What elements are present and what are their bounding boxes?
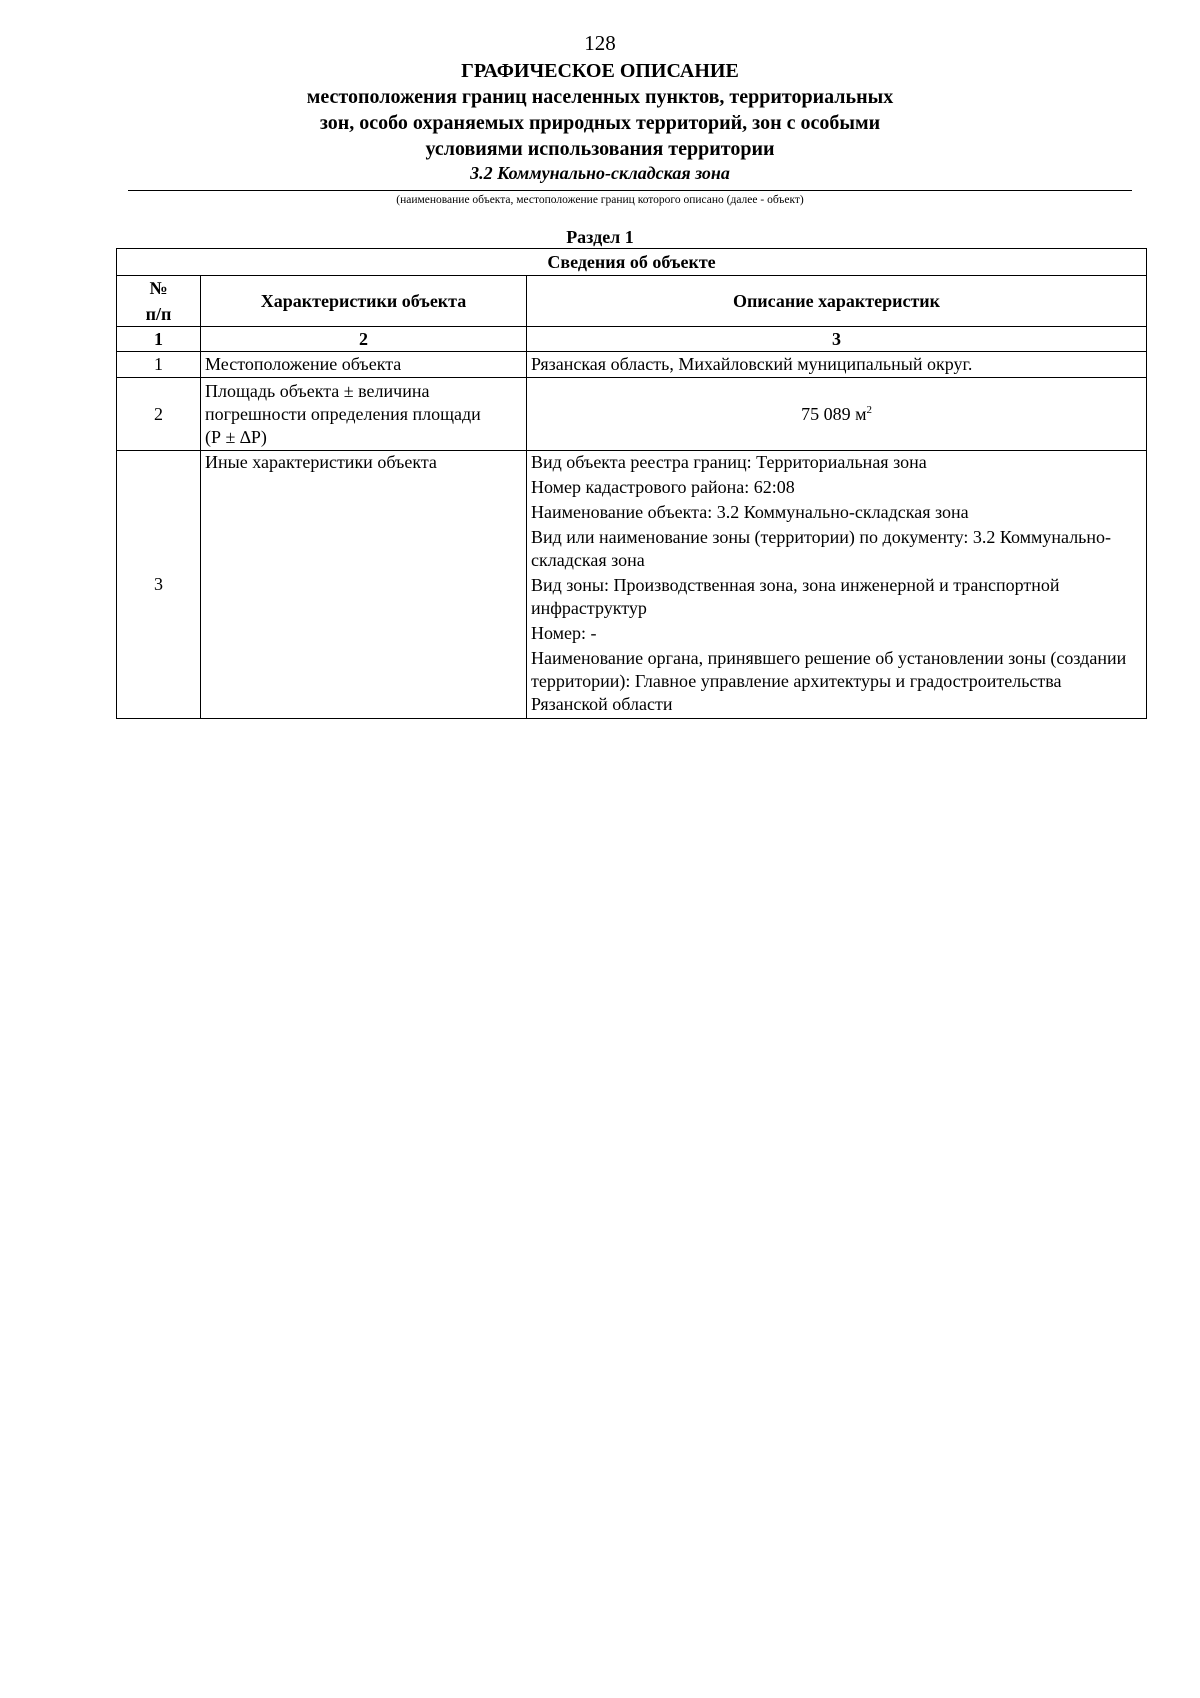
row-number: 3 <box>117 451 201 719</box>
document-heading <box>100 58 1100 162</box>
page-number: 128 <box>584 31 616 55</box>
row-characteristic: Иные характеристики объекта <box>201 451 527 719</box>
object-info-table <box>116 248 1147 719</box>
object-name: 3.2 Коммунально-складская зона <box>470 163 730 183</box>
header-number-symbol: № <box>149 278 168 298</box>
detail-line: Вид зоны: Производственная зона, зона инженерной и транспортной инфраструктур <box>531 575 1060 618</box>
column-number: 2 <box>201 327 527 352</box>
detail-line: Вид объекта реестра границ: Территориальная зона <box>531 452 927 472</box>
characteristic-line: Площадь объекта ± величина <box>205 380 430 401</box>
detail-line: Вид или наименование зоны (территории) по документу: 3.2 Коммунально-складская зона <box>531 527 1112 570</box>
row-characteristic <box>201 378 527 451</box>
detail-line: Номер кадастрового района: 62:08 <box>531 477 795 497</box>
heading-line: зон, особо охраняемых природных территорий, зон с особыми <box>319 112 881 134</box>
header-number-abbr: п/п <box>145 304 172 324</box>
section-title: Раздел 1 <box>566 227 634 247</box>
table-caption: Сведения об объекте <box>117 249 1147 276</box>
table-row <box>117 352 1147 378</box>
characteristic-line: погрешности определения площади <box>205 403 481 424</box>
header-number <box>117 276 201 327</box>
column-number: 1 <box>117 327 201 352</box>
row-characteristic: Местоположение объекта <box>201 352 527 378</box>
column-number-row <box>117 327 1147 352</box>
area-number: 75 089 м <box>801 403 867 424</box>
header-characteristics: Характеристики объекта <box>201 276 527 327</box>
area-unit-exponent: 2 <box>866 403 872 416</box>
table-caption-row <box>117 249 1147 276</box>
row-details <box>527 451 1147 719</box>
row-number: 1 <box>117 352 201 378</box>
area-value <box>527 378 1147 451</box>
detail-line: Наименование объекта: 3.2 Коммунально-складская зона <box>531 502 969 522</box>
detail-line: Наименование органа, принявшего решение об установлении зоны (создании территории): Главное управление архитектуры и градостроительства Рязанской области <box>531 648 1127 714</box>
row-description: Рязанская область, Михайловский муниципальный округ. <box>527 352 1147 378</box>
table-row <box>117 451 1147 719</box>
characteristic-line: (Р ± ∆Р) <box>205 426 267 447</box>
table-row <box>117 378 1147 451</box>
heading-title: ГРАФИЧЕСКОЕ ОПИСАНИЕ <box>461 60 739 82</box>
object-name-underline <box>128 190 1132 191</box>
table-header-row <box>117 276 1147 327</box>
heading-line: местоположения границ населенных пунктов, территориальных <box>306 86 894 108</box>
detail-line: Номер: - <box>531 623 597 643</box>
row-number: 2 <box>117 378 201 451</box>
header-description: Описание характеристик <box>527 276 1147 327</box>
object-name-caption: (наименование объекта, местоположение границ которого описано (далее - объект) <box>396 194 804 206</box>
column-number: 3 <box>527 327 1147 352</box>
heading-line: условиями использования территории <box>425 138 775 160</box>
